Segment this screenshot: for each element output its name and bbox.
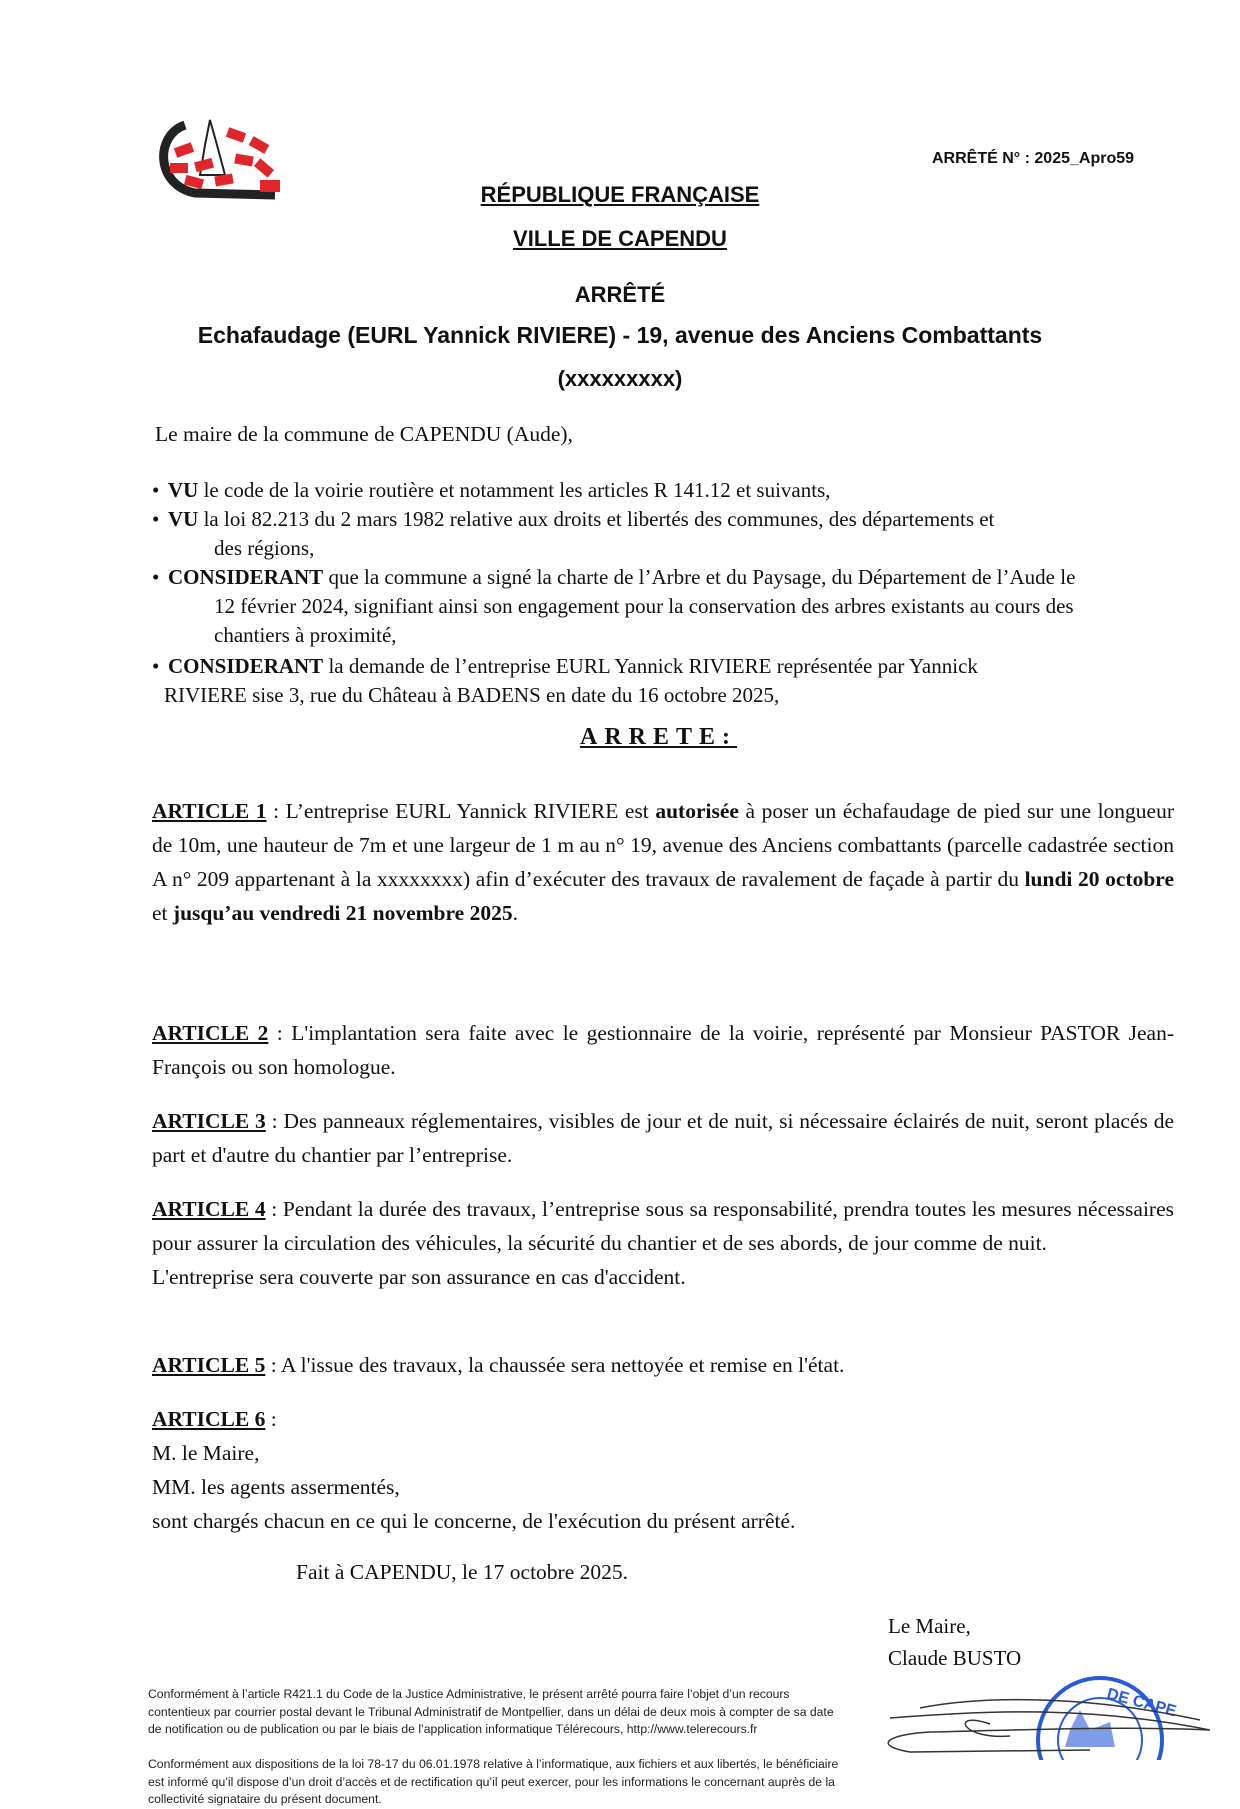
article-text: : A l'issue des travaux, la chaussée sera nettoyée et remise en l'état. — [265, 1353, 845, 1377]
article-extra: L'entreprise sera couverte par son assurance en cas d'accident. — [152, 1265, 686, 1289]
article-2 — [152, 1016, 1174, 1084]
arrete-heading: ARRETE: — [580, 724, 738, 750]
article-text: . — [512, 901, 518, 925]
svg-text:DE CAPE: DE CAPE — [1105, 1685, 1179, 1721]
bullet-vu-2: • VU la loi 82.213 du 2 mars 1982 relative aux droits et libertés des communes, des départements et des régions, — [152, 505, 1172, 563]
bullet-text: la demande de l’entreprise EURL Yannick RIVIERE représentée par Yannick — [323, 654, 978, 678]
subject-ref: (xxxxxxxxx) — [557, 366, 683, 391]
article-label: ARTICLE 5 — [152, 1353, 266, 1377]
article-6 — [152, 1402, 1174, 1538]
bullet-text: le code de la voirie routière et notamment les articles R 141.12 et suivants, — [198, 478, 831, 502]
doc-type-heading: ARRÊTÉ — [574, 282, 666, 307]
place-date: Fait à CAPENDU, le 17 octobre 2025. — [296, 1560, 629, 1584]
article-1 — [152, 794, 1174, 930]
legal-notice-appeal: Conformément à l’article R421.1 du Code de la Justice Administrative, le présent arrêté pourra faire l’objet d’un recours contentieux par courrier postal devant le Tribunal Administratif de Montpellier, dans un délai de deux mois à compter de sa date de notification ou de publication ou par le biais de l’application informatique Télérecours, http://www.telerecours.fr — [148, 1687, 834, 1736]
signatory-name: Claude BUSTO — [888, 1646, 1022, 1670]
article-line: MM. les agents assermentés, — [152, 1475, 400, 1499]
bullet-text-cont: chantiers à proximité, — [214, 623, 397, 647]
republic-heading: RÉPUBLIQUE FRANÇAISE — [480, 182, 760, 207]
article-label: ARTICLE 1 — [152, 799, 267, 823]
bullet-considerant-2: • CONSIDERANT la demande de l’entreprise EURL Yannick RIVIERE représentée par Yannick RIVIERE sise 3, rue du Château à BADENS en date du 16 octobre 2025, — [152, 652, 1172, 710]
article-text: : L'implantation sera faite avec le gestionnaire de la voirie, représenté par Monsieur PASTOR Jean-François ou son homologue. — [152, 1021, 1174, 1079]
article-line: sont chargés chacun en ce qui le concerne, de l'exécution du présent arrêté. — [152, 1509, 796, 1533]
article-text: : Des panneaux réglementaires, visibles de jour et de nuit, si nécessaire éclairés de nuit, seront placés de part et d'autre du chantier par l’entreprise. — [152, 1109, 1174, 1167]
article-label: ARTICLE 6 — [152, 1407, 266, 1431]
bullet-considerant-1: • CONSIDERANT que la commune a signé la charte de l’Arbre et du Paysage, du Département de l’Aude le 12 février 2024, signifiant ainsi son engagement pour la conservation des arbres existants au cours des chantiers à proximité, — [152, 563, 1172, 650]
article-label: ARTICLE 2 — [152, 1021, 269, 1045]
article-text: : L’entreprise EURL Yannick RIVIERE est — [266, 799, 656, 823]
bullet-text-cont: 12 février 2024, signifiant ainsi son engagement pour la conservation des arbres existants au cours des — [214, 594, 1074, 618]
article-text: et — [152, 901, 173, 925]
bullet-keyword: VU — [168, 507, 199, 531]
article-5 — [152, 1348, 1174, 1382]
article-label: ARTICLE 4 — [152, 1197, 266, 1221]
bullet-keyword: CONSIDERANT — [168, 654, 324, 678]
article-bold: jusqu’au vendredi 21 novembre 2025 — [172, 901, 513, 925]
subject-heading: Echafaudage (EURL Yannick RIVIERE) - 19, avenue des Anciens Combattants — [197, 322, 1043, 348]
bullet-vu-1: • VU le code de la voirie routière et notamment les articles R 141.12 et suivants, — [152, 478, 831, 502]
bullet-text: que la commune a signé la charte de l’Arbre et du Paysage, du Département de l’Aude le — [323, 565, 1076, 589]
bullet-keyword: CONSIDERANT — [168, 565, 324, 589]
article-text: : Pendant la durée des travaux, l’entreprise sous sa responsabilité, prendra toutes les mesures nécessaires pour assurer la circulation des véhicules, la sécurité du chantier et de ses abords, de jour comme de nuit. — [152, 1197, 1174, 1255]
article-4 — [152, 1192, 1174, 1294]
article-label: ARTICLE 3 — [152, 1109, 266, 1133]
arrete-number: ARRÊTÉ N° : 2025_Apro59 — [932, 150, 1135, 167]
article-bold: lundi 20 octobre — [1024, 867, 1174, 891]
legal-notice-data: Conformément aux dispositions de la loi 78-17 du 06.01.1978 relative à l’informatique, aux fichiers et aux libertés, le bénéficiaire est informé qu’il dispose d’un droit d’accès et de rectification qu’il peut exercer, pour les informations le concernant auprès de la collectivité signataire du présent document. — [148, 1757, 839, 1806]
article-bold: autorisée — [655, 799, 739, 823]
article-3 — [152, 1104, 1174, 1172]
intro: Le maire de la commune de CAPENDU (Aude), — [155, 422, 573, 446]
bullet-text-cont: RIVIERE sise 3, rue du Château à BADENS en date du 16 octobre 2025, — [164, 683, 780, 707]
signatory-title: Le Maire, — [888, 1614, 971, 1638]
article-line: M. le Maire, — [152, 1441, 260, 1465]
article-text: : — [265, 1407, 277, 1431]
article-text: à poser un échafaudage de pied sur une longueur de 10m, une hauteur de 7m et une largeur de 1 m au n° 19, avenue des Anciens combattants (parcelle cadastrée section A n° 209 appartenant à la xxxxxxxx) afin d’exécuter des travaux de ravalement de façade à partir du — [152, 799, 1174, 891]
mayor-stamp — [870, 1670, 1210, 1760]
city-heading: VILLE DE CAPENDU — [513, 226, 727, 251]
bullet-keyword: VU — [168, 478, 199, 502]
bullet-text-cont: des régions, — [214, 536, 315, 560]
bullet-text: la loi 82.213 du 2 mars 1982 relative aux droits et libertés des communes, des départements et — [198, 507, 995, 531]
